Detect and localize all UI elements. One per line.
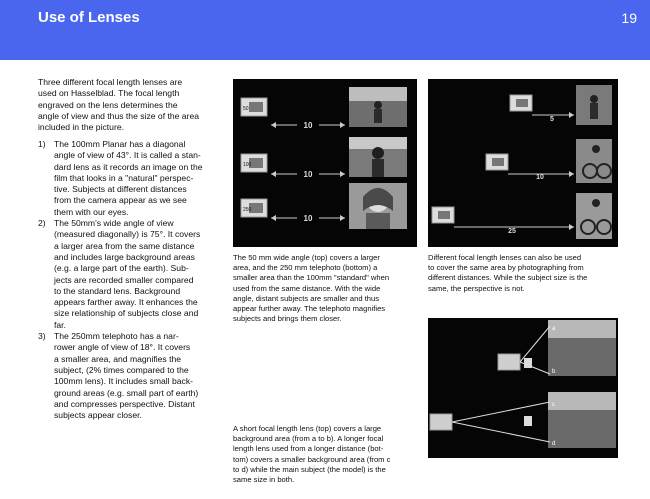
distance-comparison-figure bbox=[428, 79, 618, 247]
subject-body bbox=[590, 103, 598, 119]
list-number: 1) bbox=[38, 139, 46, 149]
list-line: (e.g. a large part of the earth). Sub- bbox=[54, 263, 189, 274]
distance-label: 25 bbox=[508, 228, 516, 235]
intro-line: Three different focal length lenses are bbox=[38, 77, 183, 87]
arrow-head bbox=[271, 122, 276, 128]
list-line: to the standard lens. Background bbox=[54, 285, 181, 296]
lens-comparison-figure bbox=[233, 79, 417, 247]
list-line: dard lens as it records an image on the bbox=[54, 161, 203, 172]
caption-line: same, the perspective is not. bbox=[428, 283, 525, 293]
arrow-head bbox=[340, 215, 345, 221]
arrow-head bbox=[271, 171, 276, 177]
caption-line: different distances. While the subject size is the bbox=[428, 273, 588, 283]
list-line: and includes large background areas bbox=[54, 251, 195, 262]
distance-label: 10 bbox=[536, 174, 544, 181]
caption-line: tom) covers a smaller background area (from c bbox=[233, 454, 391, 464]
list-line: from the camera appear as we see bbox=[54, 195, 187, 206]
caption-line: to cover the same area by photographing from bbox=[428, 263, 584, 273]
subject-head bbox=[592, 145, 600, 153]
point-label: a bbox=[552, 326, 556, 332]
caption-line: area, and the 250 mm telephoto (bottom) a bbox=[233, 263, 378, 273]
distance-label: 10 bbox=[303, 121, 313, 130]
arrow-head bbox=[569, 224, 574, 230]
point-label: b bbox=[552, 369, 556, 375]
lens-label: 250 bbox=[243, 207, 252, 213]
page-title: Use of Lenses bbox=[38, 9, 140, 26]
background-coverage-figure bbox=[428, 318, 618, 458]
photo-sky bbox=[548, 320, 616, 338]
list-line: tive. Subjects at different distances bbox=[54, 184, 187, 195]
list-line: jects are recorded smaller compared bbox=[54, 274, 194, 285]
caption-line: A short focal length lens (top) covers a large bbox=[233, 424, 382, 433]
arrow-head bbox=[569, 171, 574, 177]
lens-label: 100 bbox=[243, 162, 252, 168]
list-line: size relationship of subjects close and bbox=[54, 308, 199, 319]
lens-icon bbox=[438, 211, 450, 219]
list-item bbox=[38, 331, 228, 421]
subject-body bbox=[366, 213, 390, 229]
list-line: The 100mm Planar has a diagonal bbox=[54, 139, 186, 149]
view-line bbox=[520, 326, 550, 362]
distance-label: 10 bbox=[303, 214, 313, 223]
caption-line: background area (from a to b). A longer focal bbox=[233, 434, 384, 444]
caption-line: subjects and brings them closer. bbox=[233, 314, 342, 324]
caption-line: appear further away. The telephoto magnifies bbox=[233, 304, 386, 314]
list-item bbox=[38, 139, 228, 218]
distance-label: 5 bbox=[550, 116, 554, 123]
arrow-head bbox=[340, 122, 345, 128]
list-line: subjects appear closer. bbox=[54, 410, 142, 421]
list-line: them with our eyes. bbox=[54, 206, 129, 217]
lens-icon bbox=[492, 158, 504, 166]
camera-icon bbox=[430, 414, 452, 430]
figure-caption-distance-comparison bbox=[428, 253, 620, 294]
list-line: ground areas (e.g. small part of earth) bbox=[54, 387, 199, 398]
list-line: The 250mm telephoto has a nar- bbox=[54, 331, 179, 342]
background-coverage-illustration bbox=[428, 318, 618, 458]
list-line: and compresses perspective. Distant bbox=[54, 398, 195, 409]
list-line: far. bbox=[54, 319, 66, 330]
model-figure bbox=[524, 358, 532, 368]
subject-body bbox=[372, 159, 384, 177]
arrow-head bbox=[340, 171, 345, 177]
figure-row bbox=[241, 87, 407, 130]
figure-row bbox=[510, 85, 612, 125]
list-line: (measured diagonally) is 75°. It covers bbox=[54, 229, 201, 240]
lens-label: 50 bbox=[243, 106, 249, 112]
list-line: a smaller area, and magnifies the bbox=[54, 353, 182, 364]
lens-comparison-illustration bbox=[233, 79, 417, 247]
caption-line: used from the same distance. With the wide bbox=[233, 283, 381, 293]
distance-comparison-illustration bbox=[428, 79, 618, 247]
distance-label: 10 bbox=[303, 170, 313, 179]
page-header bbox=[0, 0, 650, 60]
figure-row bbox=[241, 137, 407, 179]
caption-line: same size in both. bbox=[233, 475, 295, 485]
subject-head bbox=[372, 147, 384, 159]
subject-head bbox=[590, 95, 598, 103]
list-number: 2) bbox=[38, 218, 46, 229]
figure-caption-background-coverage bbox=[233, 424, 421, 485]
list-line: subject, (2% times compared to the bbox=[54, 364, 189, 375]
photo-sky bbox=[349, 87, 407, 101]
list-number: 3) bbox=[38, 331, 46, 342]
caption-line: The 50 mm wide angle (top) covers a larger bbox=[233, 253, 380, 262]
arrow-head bbox=[271, 215, 276, 221]
lens-icon bbox=[249, 102, 263, 112]
view-line bbox=[452, 422, 550, 442]
intro-line: engraved on the lens determines the bbox=[38, 99, 178, 110]
subject-head bbox=[592, 199, 600, 207]
subject-body bbox=[374, 109, 382, 123]
caption-line: to d) while the main subject (the model) is the bbox=[233, 464, 386, 474]
list-line: 100mm lens). It includes small back- bbox=[54, 376, 193, 387]
view-line bbox=[452, 402, 550, 422]
intro-paragraph bbox=[38, 77, 228, 133]
caption-line: smaller area than the 100mm "standard" when bbox=[233, 273, 390, 283]
intro-line: used on Hasselblad. The focal length bbox=[38, 88, 180, 99]
figure-row bbox=[432, 193, 612, 239]
list-line: angle of view of 43°. It is called a stan- bbox=[54, 150, 201, 161]
figure-row bbox=[241, 183, 407, 229]
list-line: film that looks in a "natural" perspec- bbox=[54, 172, 194, 183]
list-line: appears farther away. It enhances the bbox=[54, 297, 198, 308]
model-figure bbox=[524, 416, 532, 426]
caption-line: length lens used from a longer distance (bot- bbox=[233, 444, 384, 454]
lens-icon bbox=[516, 99, 528, 107]
caption-line: angle, distant subjects are smaller and thus bbox=[233, 293, 380, 303]
point-label: c bbox=[552, 402, 555, 408]
list-line: The 50mm's wide angle of view bbox=[54, 218, 174, 229]
point-label: d bbox=[552, 441, 556, 447]
camera-icon bbox=[498, 354, 520, 370]
photo-sky bbox=[548, 392, 616, 410]
page-number: 19 bbox=[621, 10, 637, 26]
list-line: a larger area from the same distance bbox=[54, 240, 195, 251]
intro-line: angle of view and thus the size of the area bbox=[38, 110, 199, 121]
list-line: rower angle of view of 18°. It covers bbox=[54, 342, 191, 353]
intro-line: included in the picture. bbox=[38, 122, 124, 133]
figure-caption-lens-comparison bbox=[233, 253, 421, 324]
figure-row bbox=[486, 139, 612, 183]
caption-line: Different focal length lenses can also be used bbox=[428, 253, 582, 262]
subject-head bbox=[374, 101, 382, 109]
arrow-head bbox=[569, 112, 574, 118]
list-item bbox=[38, 218, 228, 331]
lens-list bbox=[38, 139, 228, 421]
